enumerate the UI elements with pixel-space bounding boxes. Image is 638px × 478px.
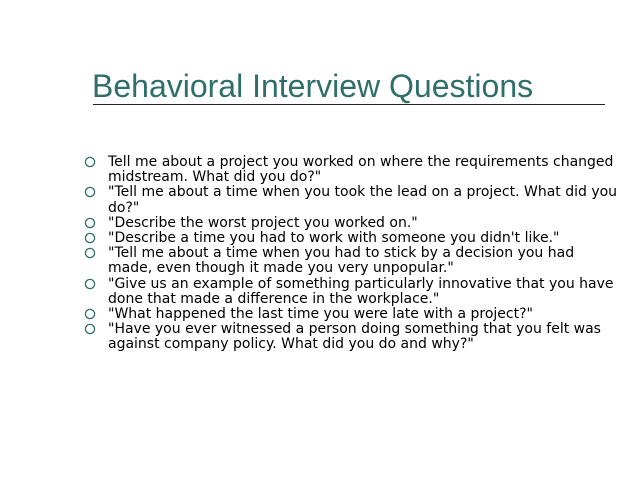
list-item (80, 231, 620, 246)
list-item-text: "Tell me about a time when you took the lead on a project. What did you do?" (108, 184, 618, 216)
hollow-circle-icon (84, 323, 96, 335)
list-item-text: Tell me about a project you worked on where the requirements changed midstream. What did you do?" (108, 154, 614, 186)
list-item (80, 246, 620, 276)
list-item-text: "Tell me about a time when you had to stick by a decision you had made, even though it made you very unpopular." (108, 245, 575, 277)
list-item (80, 307, 620, 322)
hollow-circle-icon (84, 247, 96, 259)
title-underline (93, 104, 605, 105)
list-item-text: "Describe a time you had to work with someone you didn't like." (108, 230, 560, 247)
list-item (80, 277, 620, 307)
hollow-circle-icon (84, 186, 96, 198)
list-item (80, 322, 620, 352)
bullet-list (80, 155, 620, 353)
list-item (80, 216, 620, 231)
list-item-text: "Have you ever witnessed a person doing something that you felt was against company policy. What did you do and why?" (108, 321, 601, 353)
list-item-text: "Describe the worst project you worked on." (108, 214, 418, 231)
hollow-circle-icon (84, 232, 96, 244)
slide-title: Behavioral Interview Questions (92, 68, 534, 104)
hollow-circle-icon (84, 308, 96, 320)
hollow-circle-icon (84, 217, 96, 229)
hollow-circle-icon (84, 156, 96, 168)
hollow-circle-icon (84, 278, 96, 290)
list-item (80, 185, 620, 215)
list-item (80, 155, 620, 185)
list-item-text: "What happened the last time you were late with a project?" (108, 306, 533, 323)
list-item-text: "Give us an example of something particularly innovative that you have done that made a difference in the workplace." (108, 275, 614, 307)
